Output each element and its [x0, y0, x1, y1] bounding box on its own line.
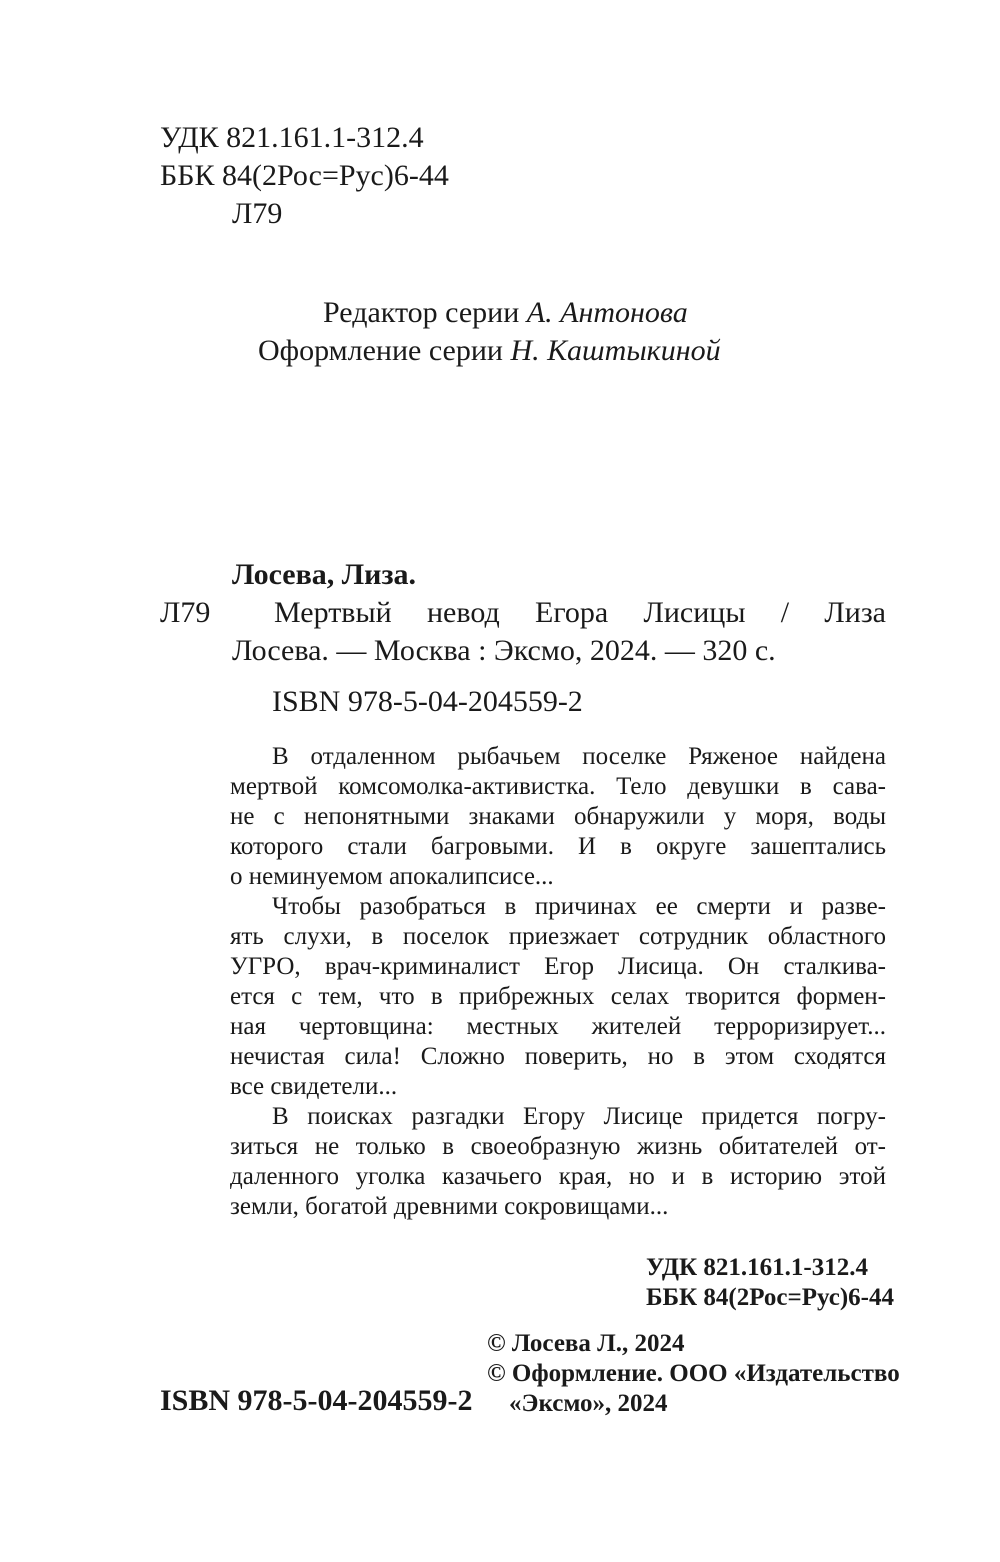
credit-design	[258, 336, 721, 366]
copyright-design: © Оформление. ООО «Издательство	[487, 1360, 900, 1387]
catalog-title-line1: Мертвый невод Егора Лисицы / Лиза	[274, 596, 886, 629]
annotation-line: В отдаленном рыбачьем поселке Ряженое найдена	[272, 743, 886, 770]
annotation-line: не с непонятными знаками обнаружили у моря, воды	[230, 803, 886, 830]
annotation-line: ять слухи, в поселок приезжает сотрудник областного	[230, 923, 886, 950]
credit-editor	[323, 298, 688, 328]
annotation-line: зиться не только в своеобразную жизнь обитателей от-	[230, 1133, 886, 1160]
credit-editor-name: А. Антонова	[526, 296, 688, 329]
header-udk: УДК 821.161.1-312.4	[160, 121, 424, 154]
annotation-line: которого стали багровыми. И в округе зашептались	[230, 833, 886, 860]
credit-design-role: Оформление серии	[258, 334, 503, 367]
classification-bbk: ББК 84(2Рос=Рус)6-44	[646, 1284, 894, 1311]
classification-udk: УДК 821.161.1-312.4	[646, 1254, 868, 1281]
header-bbk: ББК 84(2Рос=Рус)6-44	[160, 159, 449, 192]
annotation-line: ется с тем, что в прибрежных селах творится формен-	[230, 983, 886, 1010]
catalog-isbn: ISBN 978-5-04-204559-2	[272, 685, 583, 718]
annotation-line: ная чертовщина: местных жителей терроризирует...	[230, 1013, 886, 1040]
catalog-title-line2: Лосева. — Москва : Эксмо, 2024. — 320 с.	[232, 634, 776, 667]
footer-isbn: ISBN 978-5-04-204559-2	[160, 1384, 473, 1417]
annotation-line: все свидетели...	[230, 1073, 398, 1100]
credit-editor-role: Редактор серии	[323, 296, 520, 329]
copyright-author: © Лосева Л., 2024	[487, 1330, 685, 1357]
annotation-line: земли, богатой древними сокровищами...	[230, 1193, 669, 1220]
annotation-line: нечистая сила! Сложно поверить, но в этом сходятся	[230, 1043, 886, 1070]
annotation-line: о неминуемом апокалипсисе...	[230, 863, 554, 890]
annotation-line: мертвой комсомолка-активистка. Тело девушки в сава-	[230, 773, 886, 800]
annotation-line: В поисках разгадки Егору Лисице придется погру-	[272, 1103, 886, 1130]
annotation-line: УГРО, врач-криминалист Егор Лисица. Он сталкива-	[230, 953, 886, 980]
credit-design-name: Н. Каштыкиной	[510, 334, 721, 367]
catalog-author: Лосева, Лиза.	[232, 558, 416, 591]
header-code: Л79	[232, 197, 283, 230]
annotation-line: даленного уголка казачьего края, но и в историю этой	[230, 1163, 886, 1190]
catalog-code: Л79	[160, 596, 211, 629]
copyright-publisher: «Эксмо», 2024	[509, 1390, 668, 1417]
annotation-line: Чтобы разобраться в причинах ее смерти и разве-	[272, 893, 886, 920]
